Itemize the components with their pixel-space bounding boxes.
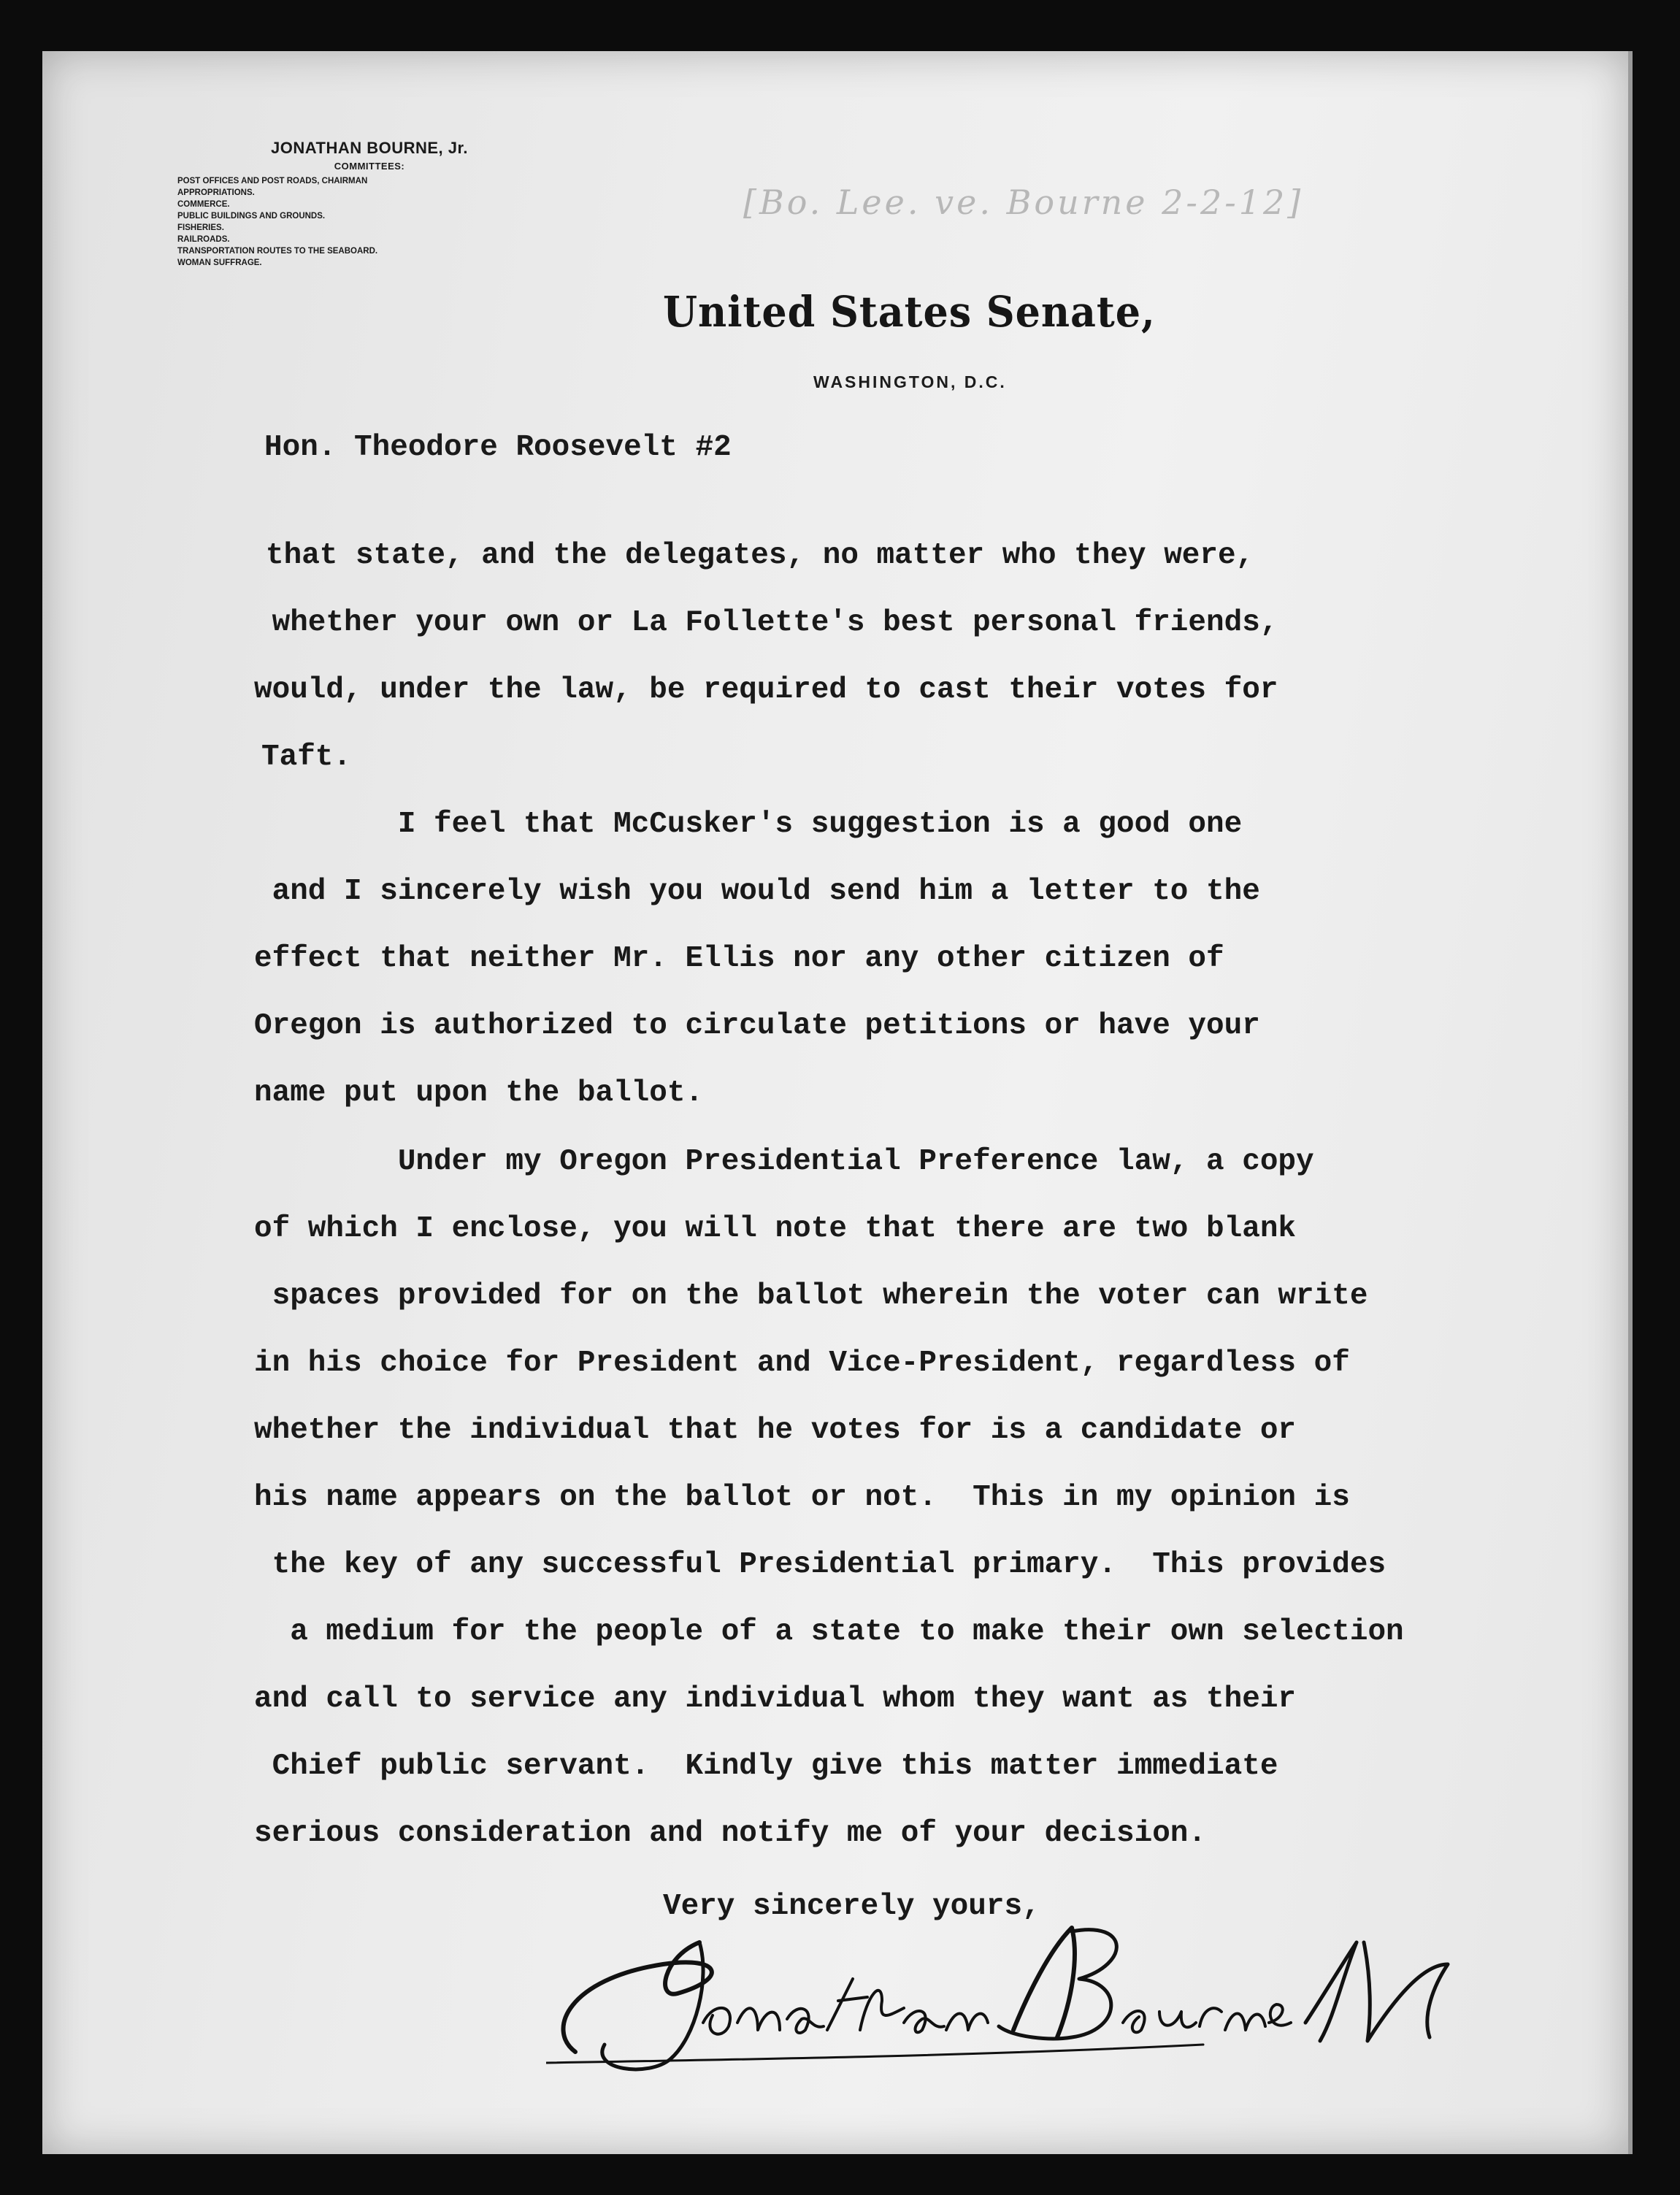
committee-item: PUBLIC BUILDINGS AND GROUNDS. xyxy=(177,212,326,221)
body-line: and I sincerely wish you would send him a letter to the xyxy=(254,875,1260,908)
letterhead-committees-list xyxy=(177,175,586,269)
body-line: Chief public servant. Kindly give this matter immediate xyxy=(254,1750,1278,1783)
body-line: Oregon is authorized to circulate petitions or have your xyxy=(254,1009,1260,1043)
letterhead-title: United States Senate, xyxy=(663,287,1156,337)
body-line: a medium for the people of a state to make their own selection xyxy=(254,1615,1404,1649)
archive-handwritten-note xyxy=(743,183,1634,241)
letterhead-committees-title: COMMITTEES: xyxy=(334,161,405,172)
signature xyxy=(546,1913,1481,2081)
body-line: name put upon the ballot. xyxy=(254,1076,704,1110)
letter-page xyxy=(42,51,1633,2154)
body-line: and call to service any individual whom they want as their xyxy=(254,1682,1297,1716)
body-line: whether your own or La Follette's best personal friends, xyxy=(254,606,1278,640)
body-line: serious consideration and notify me of your decision. xyxy=(254,1817,1207,1850)
committee-item: FISHERIES. xyxy=(177,223,224,232)
committee-item: WOMAN SUFFRAGE. xyxy=(177,258,262,267)
committee-item: TRANSPORTATION ROUTES TO THE SEABOARD. xyxy=(177,247,378,256)
body-line: Under my Oregon Presidential Preference law, a copy xyxy=(254,1145,1314,1179)
body-line: that state, and the delegates, no matter who they were, xyxy=(266,539,1254,572)
committee-item: POST OFFICES AND POST ROADS, CHAIRMAN xyxy=(177,177,368,185)
letterhead-location: WASHINGTON, D.C. xyxy=(813,372,1007,391)
body-line: I feel that McCusker's suggestion is a good one xyxy=(254,808,1243,841)
body-line: spaces provided for on the ballot wherein the voter can write xyxy=(254,1279,1368,1313)
committee-item: APPROPRIATIONS. xyxy=(177,188,255,197)
committee-item: RAILROADS. xyxy=(177,235,230,244)
body-line: the key of any successful Presidential primary. This provides xyxy=(254,1548,1386,1582)
body-line: Taft. xyxy=(261,740,352,774)
body-line: in his choice for President and Vice-President, regardless of xyxy=(254,1347,1350,1380)
body-line: of which I enclose, you will note that there are two blank xyxy=(254,1212,1297,1246)
body-line: would, under the law, be required to cast their votes for xyxy=(254,673,1278,707)
salutation: Hon. Theodore Roosevelt #2 xyxy=(264,431,732,464)
body-line: whether the individual that he votes for is a candidate or xyxy=(254,1414,1297,1447)
closing: Very sincerely yours, xyxy=(663,1890,1040,1923)
letterhead-name: JONATHAN BOURNE, Jr. xyxy=(271,139,468,157)
body-line: his name appears on the ballot or not. This in my opinion is xyxy=(254,1481,1350,1514)
body-line: effect that neither Mr. Ellis nor any other citizen of xyxy=(254,942,1224,976)
committee-item: COMMERCE. xyxy=(177,200,230,209)
archive-note-text: [Bo. Lee. ve. Bourne 2-2-12] xyxy=(743,183,1304,222)
